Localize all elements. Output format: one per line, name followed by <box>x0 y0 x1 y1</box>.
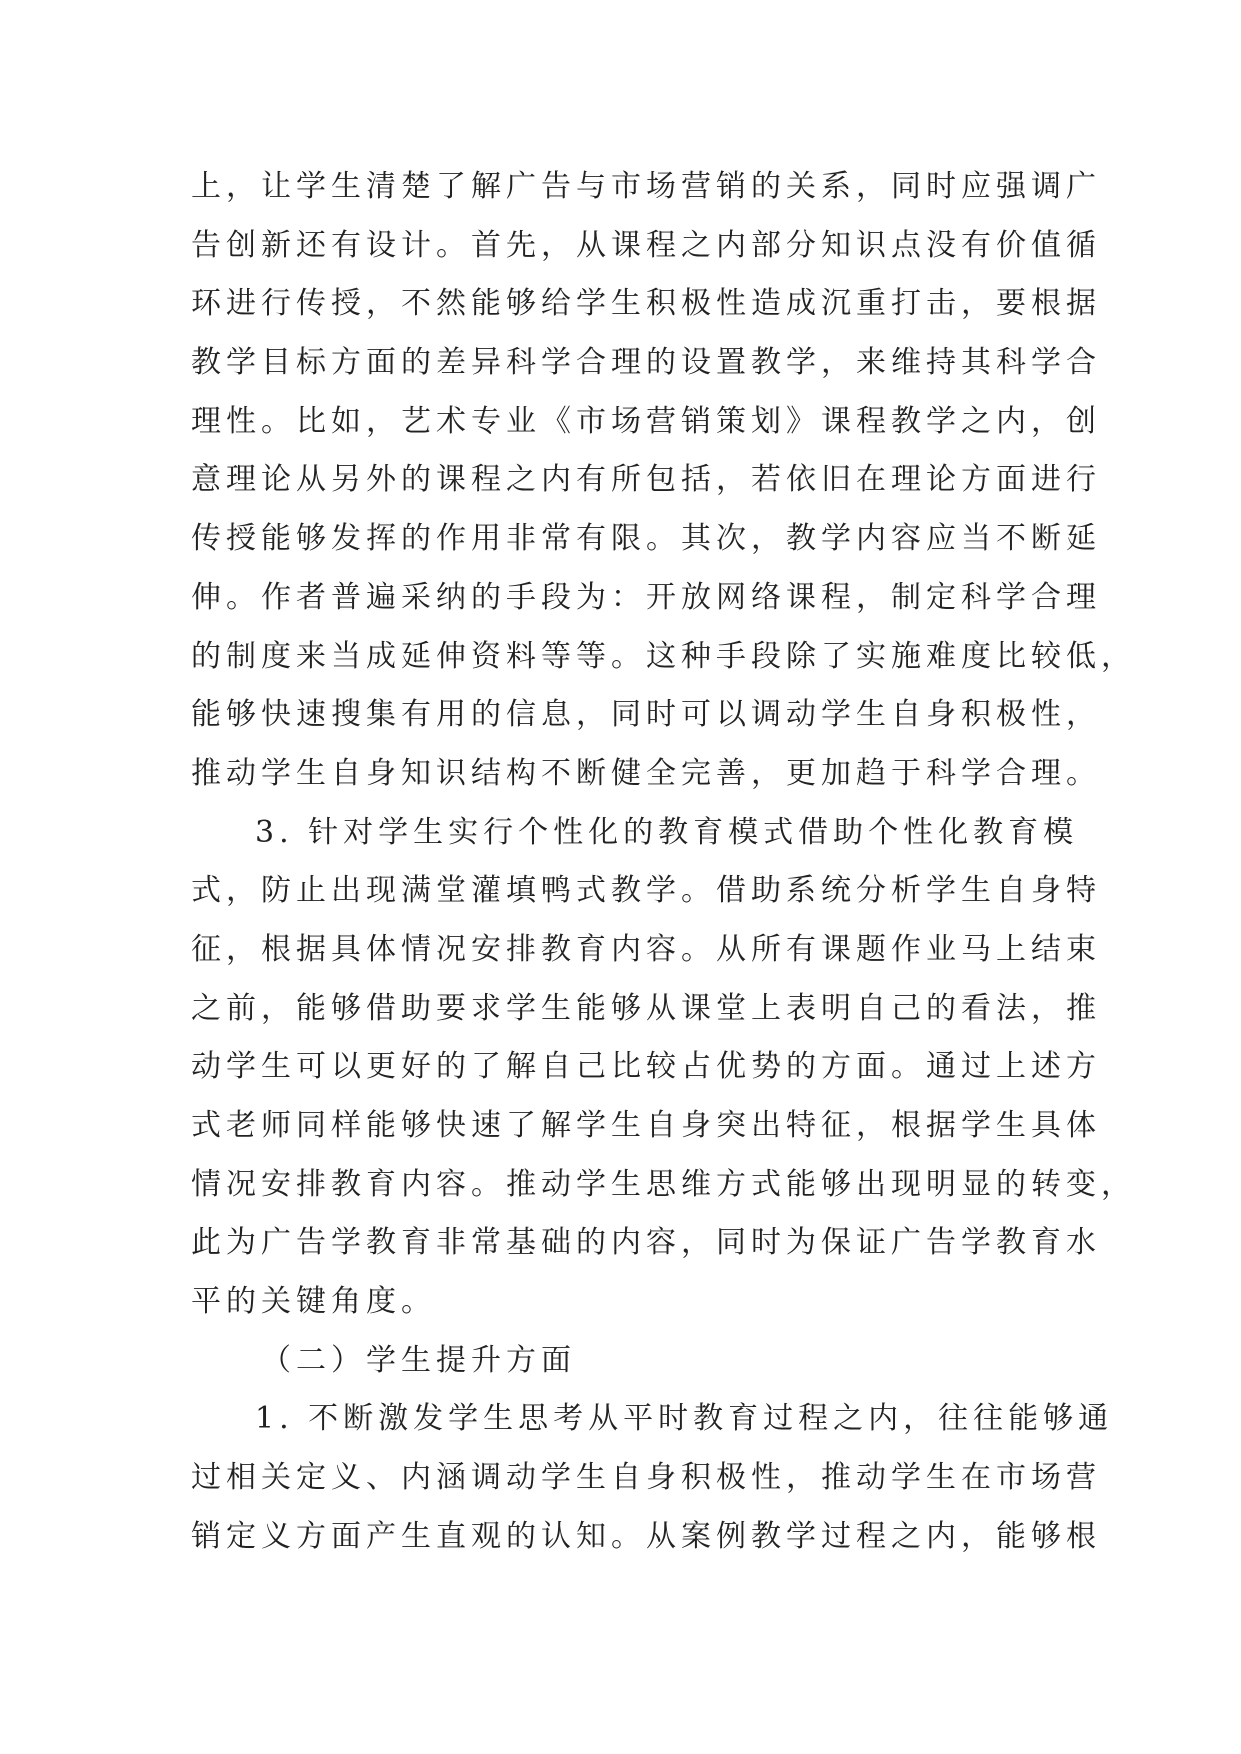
text-line: 理性。比如，艺术专业《市场营销策划》课程教学之内，创 <box>191 403 1101 439</box>
text-line: 环进行传授，不然能够给学生积极性造成沉重打击，要根据 <box>191 286 1101 322</box>
text-line: 伸。作者普遍采纳的手段为：开放网络课程，制定科学合理 <box>191 579 1101 615</box>
text-line: 上，让学生清楚了解广告与市场营销的关系，同时应强调广 <box>191 169 1101 204</box>
text-line: 过相关定义、内涵调动学生自身积极性，推动学生在市场营 <box>191 1460 1101 1496</box>
text-line: 意理论从另外的课程之内有所包括，若依旧在理论方面进行 <box>191 462 1101 498</box>
text-line: 之前，能够借助要求学生能够从课堂上表明自己的看法，推 <box>191 990 1101 1026</box>
text-line: 教学目标方面的差异科学合理的设置教学，来维持其科学合 <box>191 345 1101 381</box>
text-line: 征，根据具体情况安排教育内容。从所有课题作业马上结束 <box>191 931 1101 967</box>
text-line: 销定义方面产生直观的认知。从案例教学过程之内，能够根 <box>191 1518 1101 1554</box>
text-line: 式，防止出现满堂灌填鸭式教学。借助系统分析学生自身特 <box>191 873 1101 909</box>
section-heading: （二）学生提升方面 <box>261 1342 576 1378</box>
text-line: 动学生可以更好的了解自己比较占优势的方面。通过上述方 <box>191 1049 1101 1085</box>
text-line: 推动学生自身知识结构不断健全完善，更加趋于科学合理。 <box>191 755 1101 791</box>
text-line: 传授能够发挥的作用非常有限。其次，教学内容应当不断延 <box>191 521 1101 557</box>
text-line: 情况安排教育内容。推动学生思维方式能够出现明显的转变， <box>191 1166 1136 1202</box>
text-line: 告创新还有设计。首先，从课程之内部分知识点没有价值循 <box>191 227 1101 263</box>
numbered-paragraph-start: 1. 不断激发学生思考从平时教育过程之内，往往能够通 <box>255 1401 1114 1437</box>
text-line: 的制度来当成延伸资料等等。这种手段除了实施难度比较低， <box>191 638 1136 674</box>
text-line: 式老师同样能够快速了解学生自身突出特征，根据学生具体 <box>191 1108 1101 1143</box>
text-line: 此为广告学教育非常基础的内容，同时为保证广告学教育水 <box>191 1225 1101 1261</box>
paragraph-last-line: 平的关键角度。 <box>191 1284 436 1320</box>
document-page <box>191 158 1136 1567</box>
text-line: 能够快速搜集有用的信息，同时可以调动学生自身积极性， <box>191 697 1101 733</box>
numbered-paragraph-start: 3. 针对学生实行个性化的教育模式借助个性化教育模 <box>255 814 1079 850</box>
